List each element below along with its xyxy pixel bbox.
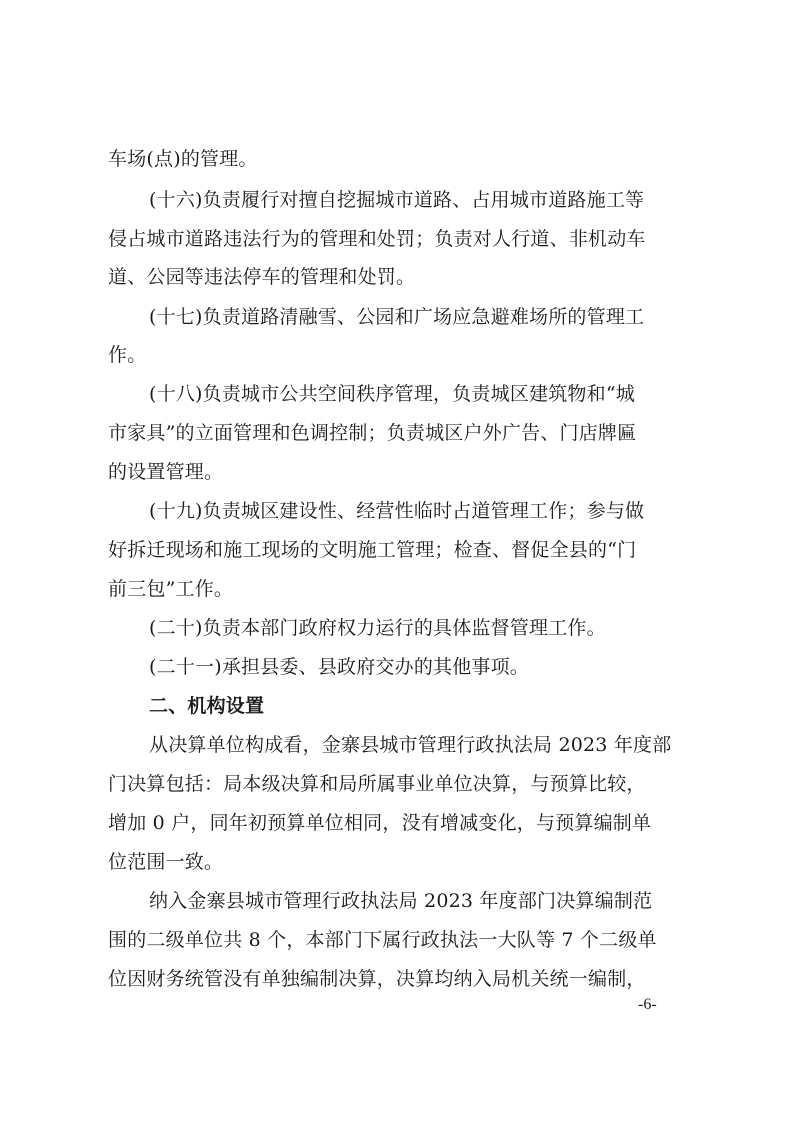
text-line: (二十)负责本部门政府权力运行的具体监督管理工作。 — [149, 617, 606, 639]
text-line: 车场(点)的管理。 — [108, 148, 258, 170]
text-line: 作。 — [108, 344, 147, 366]
text-line: 围的二级单位共 8 个，本部门下属行政执法一大队等 7 个二级单 — [108, 929, 657, 951]
text-line: 侵占城市道路违法行为的管理和处罚；负责对人行道、非机动车 — [108, 228, 646, 250]
text-line: 市家具”的立面管理和色调控制；负责城区户外广告、门店牌匾 — [108, 422, 637, 444]
text-line: 增加 0 户，同年初预算单位相同，没有增减变化，与预算编制单 — [108, 812, 652, 834]
text-line: 好拆迁现场和施工现场的文明施工管理；检查、督促全县的“门 — [108, 539, 637, 561]
text-line: 前三包”工作。 — [108, 578, 234, 600]
text-line: 门决算包括：局本级决算和局所属事业单位决算，与预算比较， — [108, 773, 646, 795]
text-line: (十六)负责履行对擅自挖掘城市道路、占用城市道路施工等 — [149, 189, 645, 211]
text-line: 道、公园等违法停车的管理和处罚。 — [108, 266, 416, 288]
section-heading: 二、机构设置 — [149, 695, 265, 717]
text-line: (十七)负责道路清融雪、公园和广场应急避难场所的管理工 — [149, 306, 645, 328]
text-line: 位因财务统管没有单独编制决算，决算均纳入局机关统一编制， — [108, 968, 646, 990]
text-line: 从决算单位构成看，金寨县城市管理行政执法局 2023 年度部 — [149, 734, 672, 756]
text-line: (十八)负责城市公共空间秩序管理，负责城区建筑物和“城 — [149, 383, 635, 405]
text-line: (二十一)承担县委、县政府交办的其他事项。 — [149, 656, 530, 678]
text-line: 位范围一致。 — [108, 851, 224, 873]
text-line: 纳入金寨县城市管理行政执法局 2023 年度部门决算编制范 — [149, 890, 653, 912]
text-line: (十九)负责城区建设性、经营性临时占道管理工作；参与做 — [149, 500, 645, 522]
page-number: -6- — [638, 996, 657, 1013]
text-line: 的设置管理。 — [108, 461, 224, 483]
